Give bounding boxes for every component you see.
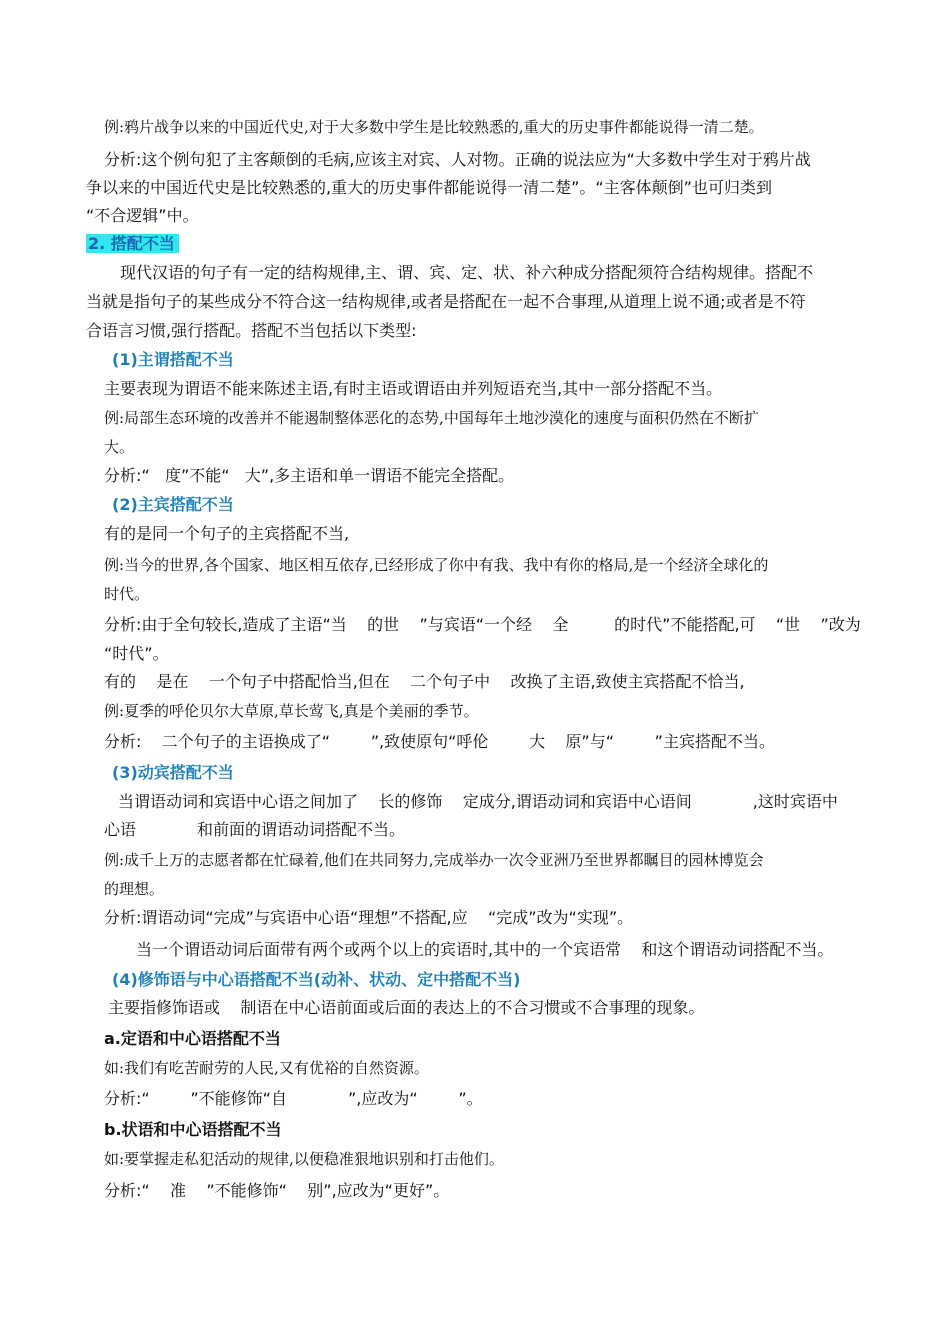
subheading: (1)主谓搭配不当 xyxy=(112,350,234,369)
analysis-line: 分析:“ 度”不能“ 大”,多主语和单一谓语不能完全搭配。 xyxy=(104,466,515,485)
example-line: 大。 xyxy=(104,438,135,456)
example-line: 例:夏季的呼伦贝尔大草原,草长莺飞,真是个美丽的季节。 xyxy=(104,702,479,720)
analysis-line: 争以来的中国近代史是比较熟悉的,重大的历史事件都能说得一清二楚”。“主客体颠倒”也可归类到 xyxy=(86,178,772,197)
example-line: 例:局部生态环境的改善并不能遏制整体恶化的态势,中国每年土地沙漠化的速度与面积仍然在不断扩 xyxy=(104,409,759,427)
subheading: (2)主宾搭配不当 xyxy=(112,495,234,514)
analysis-line: 分析:“ 准 ”不能修饰“ 别”,应改为“更好”。 xyxy=(104,1181,450,1200)
body-line: 主要指修饰语或 制语在中心语前面或后面的表达上的不合习惯或不合事理的现象。 xyxy=(108,998,705,1017)
paragraph-line: 现代汉语的句子有一定的结构规律,主、谓、宾、定、状、补六种成分搭配须符合结构规律。搭配不 xyxy=(120,263,814,282)
subheading: (3)动宾搭配不当 xyxy=(112,763,234,782)
analysis-line: 分析:谓语动词“完成”与宾语中心语“理想”不搭配,应 “完成”改为“实现”。 xyxy=(104,908,634,927)
paragraph-line: 合语言习惯,强行搭配。搭配不当包括以下类型: xyxy=(86,321,417,340)
subsection-title: b.状语和中心语搭配不当 xyxy=(104,1120,282,1139)
section-heading xyxy=(86,233,179,255)
analysis-line: 分析:这个例句犯了主客颠倒的毛病,应该主对宾、人对物。正确的说法应为“大多数中学生对于鸦片战 xyxy=(104,150,811,169)
example-line: 例:当今的世界,各个国家、地区相互依存,已经形成了你中有我、我中有你的格局,是一个经济全球化的 xyxy=(104,556,769,574)
body-line: 有的 是在 一个句子中搭配恰当,但在 二个句子中 改换了主语,致使主宾搭配不恰当, xyxy=(104,672,745,691)
body-line: 主要表现为谓语不能来陈述主语,有时主语或谓语由并列短语充当,其中一部分搭配不当。 xyxy=(104,379,723,398)
analysis-line: 分析:由于全句较长,造成了主语“当 的世 ”与宾语“一个经 全 的时代”不能搭配,可 “世 ”改为 xyxy=(104,615,861,634)
body-line: 有的是同一个句子的主宾搭配不当, xyxy=(104,524,350,543)
analysis-line: 分析:“ ”不能修饰“自 ”,应改为“ ”。 xyxy=(104,1089,483,1108)
analysis-line: 分析: 二个句子的主语换成了“ ”,致使原句“呼伦 大 原”与“ ”主宾搭配不当。 xyxy=(104,732,775,751)
analysis-line: “时代”。 xyxy=(104,644,169,663)
paragraph-line: 当就是指句子的某些成分不符合这一结构规律,或者是搭配在一起不合事理,从道理上说不通;或者是不符 xyxy=(86,292,806,311)
example-line: 如:要掌握走私犯活动的规律,以便稳准狠地识别和打击他们。 xyxy=(104,1150,504,1168)
section-heading-text: 2. 搭配不当 xyxy=(86,234,179,253)
body-line: 心语 和前面的谓语动词搭配不当。 xyxy=(104,820,406,839)
subsection-title: a.定语和中心语搭配不当 xyxy=(104,1029,281,1048)
example-line: 的理想。 xyxy=(104,880,165,898)
body-line: 当一个谓语动词后面带有两个或两个以上的宾语时,其中的一个宾语常 和这个谓语动词搭配不当。 xyxy=(136,940,834,959)
example-line: 例:成千上万的志愿者都在忙碌着,他们在共同努力,完成举办一次令亚洲乃至世界都瞩目的园林博览会 xyxy=(104,851,764,869)
body-line: 当谓语动词和宾语中心语之间加了 长的修饰 定成分,谓语动词和宾语中心语间 ,这时宾语中 xyxy=(118,792,838,811)
example-line: 时代。 xyxy=(104,585,150,603)
subheading: (4)修饰语与中心语搭配不当(动补、状动、定中搭配不当) xyxy=(112,970,521,989)
analysis-line: “不合逻辑”中。 xyxy=(86,206,199,225)
example-line: 如:我们有吃苦耐劳的人民,又有优裕的自然资源。 xyxy=(104,1059,429,1077)
example-line: 例:鸦片战争以来的中国近代史,对于大多数中学生是比较熟悉的,重大的历史事件都能说得一清二楚。 xyxy=(104,118,764,136)
